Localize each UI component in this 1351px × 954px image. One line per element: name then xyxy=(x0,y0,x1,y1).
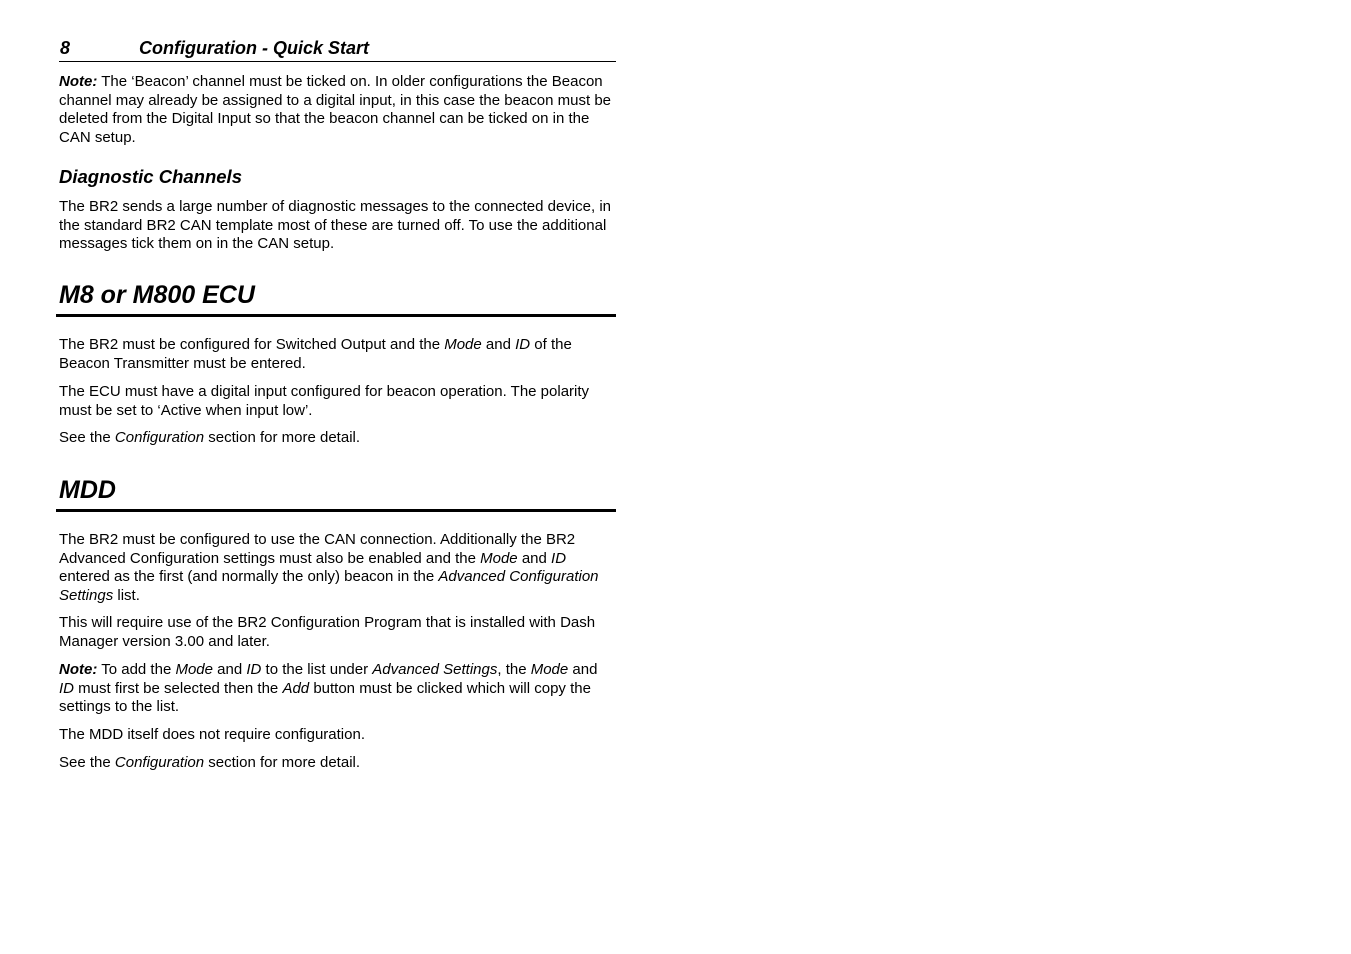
mdd-paragraph-5 xyxy=(59,754,616,773)
diagnostic-paragraph: The BR2 sends a large number of diagnostic messages to the connected device, in the standard BR2 CAN template most of these are turned off. To use the additional messages tick them on in the CAN setup. xyxy=(59,198,611,252)
mdd-paragraph-1 xyxy=(59,531,616,605)
text-run-italic: Mode xyxy=(480,549,518,567)
text-run: section for more detail. xyxy=(204,754,361,771)
text-run: must first be selected then the xyxy=(74,679,283,697)
text-run-italic: ID xyxy=(246,661,262,678)
text-run: , the xyxy=(497,661,531,678)
text-run: entered as the first (and normally the only) beacon in the xyxy=(59,568,439,585)
text-run: The BR2 must be configured to use the CAN connection. Additionally the BR2 Advanced Configuration settings must also be enabled and the xyxy=(59,531,576,567)
text-run: list. xyxy=(113,586,140,604)
text-run: and xyxy=(568,661,598,678)
text-run-italic: ID xyxy=(515,336,531,353)
mdd-paragraph-2: This will require use of the BR2 Configuration Program that is installed with Dash Manager version 3.00 and later. xyxy=(59,614,596,650)
text-run: To add the xyxy=(97,661,176,678)
text-run: and xyxy=(481,336,516,353)
mdd-note-paragraph xyxy=(59,661,616,717)
text-run-italic: Advanced Configuration Settings xyxy=(59,568,599,604)
page-number: 8 xyxy=(60,38,71,58)
mdd-section-heading: MDD xyxy=(56,476,616,512)
text-run: of the Beacon Transmitter must be entered. xyxy=(59,336,572,372)
note-text: The ‘Beacon’ channel must be ticked on. In older configurations the Beacon channel may already be assigned to a digital input, in this case the beacon must be deleted from the Digital Input so that the beacon channel can be ticked on in the CAN setup. xyxy=(59,73,612,146)
text-run: See the xyxy=(59,754,115,771)
text-run-italic: Advanced Settings xyxy=(372,661,498,678)
note-label: Note: xyxy=(59,661,98,678)
text-run: See the xyxy=(59,429,115,446)
text-run-italic: Configuration xyxy=(114,754,205,771)
text-run-italic: Configuration xyxy=(114,429,205,446)
text-run: section for more detail. xyxy=(204,429,361,446)
note-label: Note: xyxy=(59,73,98,90)
m8-paragraph-3 xyxy=(59,429,616,448)
note-beacon-paragraph xyxy=(59,73,616,147)
m8-paragraph-1 xyxy=(59,336,616,373)
text-run-italic: Mode xyxy=(530,661,569,678)
text-run-italic: Mode xyxy=(175,661,213,678)
m8-paragraph-2: The ECU must have a digital input configured for beacon operation. The polarity must be set to ‘Active when input low’. xyxy=(59,383,590,419)
text-run-italic: Mode xyxy=(444,336,482,353)
page-header xyxy=(59,36,616,62)
m8-section-heading: M8 or M800 ECU xyxy=(56,281,616,317)
text-run-italic: ID xyxy=(59,679,74,697)
text-run: The BR2 must be configured for Switched Output and the xyxy=(59,336,445,353)
diagnostic-channels-heading: Diagnostic Channels xyxy=(59,166,242,187)
text-run: to the list under xyxy=(261,661,373,678)
text-run: and xyxy=(517,549,552,567)
text-run-italic: Add xyxy=(282,679,310,697)
header-title: Configuration - Quick Start xyxy=(139,38,370,58)
text-run-italic: ID xyxy=(551,549,567,567)
text-run: and xyxy=(212,661,247,678)
mdd-paragraph-4: The MDD itself does not require configuration. xyxy=(59,726,365,743)
text-run: button must be clicked which will copy the settings to the list. xyxy=(59,679,591,715)
